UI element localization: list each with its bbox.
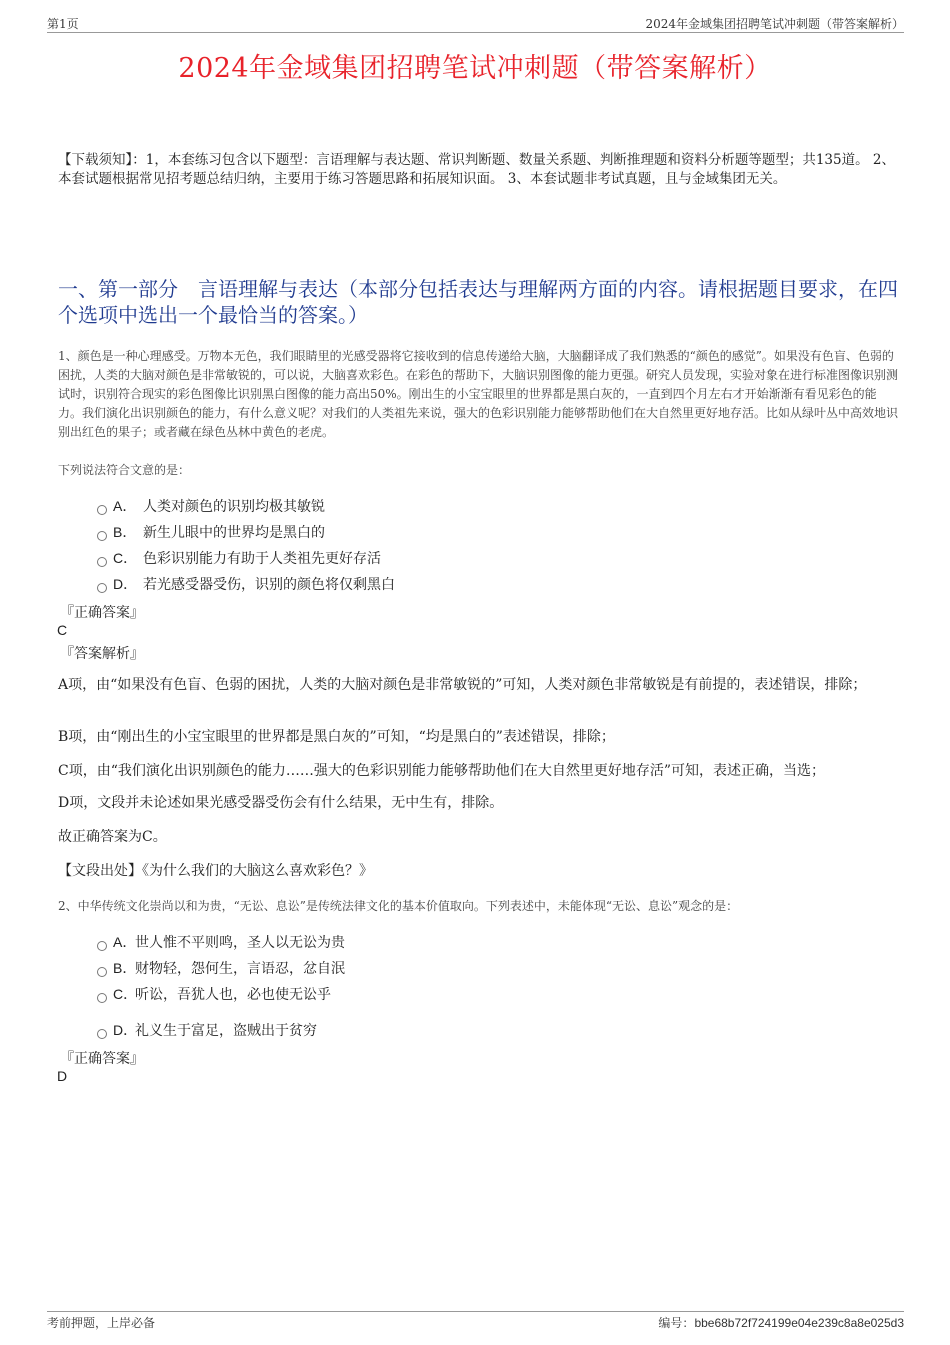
- footer-slogan: 考前押题，上岸必备: [47, 1316, 156, 1330]
- section-heading: 一、第一部分 言语理解与表达（本部分包括表达与理解两方面的内容。请根据题目要求，在四个选项中选出一个最恰当的答案。）: [58, 277, 898, 327]
- footer-serial: [658, 1314, 904, 1331]
- question-1-analysis-label: 『答案解析』: [60, 646, 144, 662]
- analysis-line-b: B项，由“刚出生的小宝宝眼里的世界都是黑白灰的”可知，“均是黑白的”表述错误，排除；: [58, 729, 615, 745]
- download-notice: 【下载须知】：1，本套练习包含以下题型：言语理解与表达题、常识判断题、数量关系题、判断推理题和资料分析题等题型；共135道。 2、本套试题根据常见招考题总结归纳，主要用于练习答题思路和拓展知识面。 3、本套试题非考试真题，且与金域集团无关。: [58, 152, 895, 187]
- question-2-answer-label: 『正确答案』: [60, 1051, 144, 1067]
- question-2-option-b[interactable]: B．财物轻，怨何生，言语忍，忿自泯: [97, 958, 345, 978]
- question-2-text: 2、中华传统文化崇尚以和为贵，“无讼、息讼”是传统法律文化的基本价值取向。下列表述中，未能体现“无讼、息讼”观念的是：: [58, 899, 739, 913]
- question-2-option-d[interactable]: D．礼义生于富足，盗贼出于贫穷: [97, 1020, 317, 1040]
- radio-icon[interactable]: [97, 505, 107, 515]
- analysis-line-a: A项，由“如果没有色盲、色弱的困扰，人类的大脑对颜色是非常敏锐的”可知，人类对颜色非常敏锐是有前提的，表述错误，排除；: [58, 677, 867, 693]
- analysis-conclusion: 故正确答案为C。: [58, 829, 167, 845]
- question-1-option-c[interactable]: C． 色彩识别能力有助于人类祖先更好存活: [97, 548, 381, 568]
- analysis-line-d: D项，文段并未论述如果光感受器受伤会有什么结果，无中生有，排除。: [58, 795, 504, 811]
- question-1-prompt: 下列说法符合文意的是：: [58, 463, 191, 477]
- radio-icon[interactable]: [97, 531, 107, 541]
- question-2-answer: D: [57, 1068, 68, 1084]
- radio-icon[interactable]: [97, 583, 107, 593]
- footer-serial-code: bbe68b72f724199e04e239c8a8e025d3: [694, 1316, 904, 1330]
- page-header: [47, 14, 904, 33]
- question-1-answer: C: [57, 622, 68, 638]
- question-1-option-a[interactable]: A． 人类对颜色的识别均极其敏锐: [97, 496, 325, 516]
- radio-icon[interactable]: [97, 967, 107, 977]
- radio-icon[interactable]: [97, 557, 107, 567]
- radio-icon[interactable]: [97, 1029, 107, 1039]
- page-number: 第1页: [47, 17, 79, 31]
- question-1-text: 1、颜色是一种心理感受。万物本无色，我们眼睛里的光感受器将它接收到的信息传递给大脑，大脑翻译成了我们熟悉的“颜色的感觉”。如果没有色盲、色弱的困扰，人类的大脑对颜色是非常敏锐的，可以说，大脑喜欢彩色。在彩色的帮助下，大脑识别图像的能力更强。研究人员发现，实验对象在进行标准图像识别测试时，识别符合现实的彩色图像比识别黑白图像的能力高出50%。刚出生的小宝宝眼里的世界都是黑白灰的，一直到四个月左右才开始渐渐有看见彩色的能力。我们演化出识别颜色的能力，有什么意义呢？对我们的人类祖先来说，强大的色彩识别能力能够帮助他们在大自然里更好地存活。比如从绿叶丛中高效地识别出红色的果子；或者藏在绿色丛林中黄色的老虎。: [58, 349, 899, 439]
- question-1-option-b[interactable]: B． 新生儿眼中的世界均是黑白的: [97, 522, 325, 542]
- header-doc-title: 2024年金域集团招聘笔试冲刺题（带答案解析）: [645, 17, 904, 31]
- radio-icon[interactable]: [97, 941, 107, 951]
- source-citation: 【文段出处】《为什么我们的大脑这么喜欢彩色？》: [58, 863, 373, 879]
- question-1-answer-label: 『正确答案』: [60, 605, 144, 621]
- question-1-option-d[interactable]: D． 若光感受器受伤，识别的颜色将仅剩黑白: [97, 574, 395, 594]
- question-2-option-c[interactable]: C．听讼，吾犹人也，必也使无讼乎: [97, 984, 331, 1004]
- footer-divider: [47, 1311, 904, 1312]
- question-2-option-a[interactable]: A．世人惟不平则鸣，圣人以无讼为贵: [97, 932, 345, 952]
- radio-icon[interactable]: [97, 993, 107, 1003]
- footer-serial-label: 编号：: [658, 1316, 695, 1330]
- analysis-line-c: C项，由“我们演化出识别颜色的能力……强大的色彩识别能力能够帮助他们在大自然里更好地存活”可知，表述正确，当选；: [58, 763, 826, 779]
- document-title: 2024年金域集团招聘笔试冲刺题（带答案解析）: [178, 53, 772, 84]
